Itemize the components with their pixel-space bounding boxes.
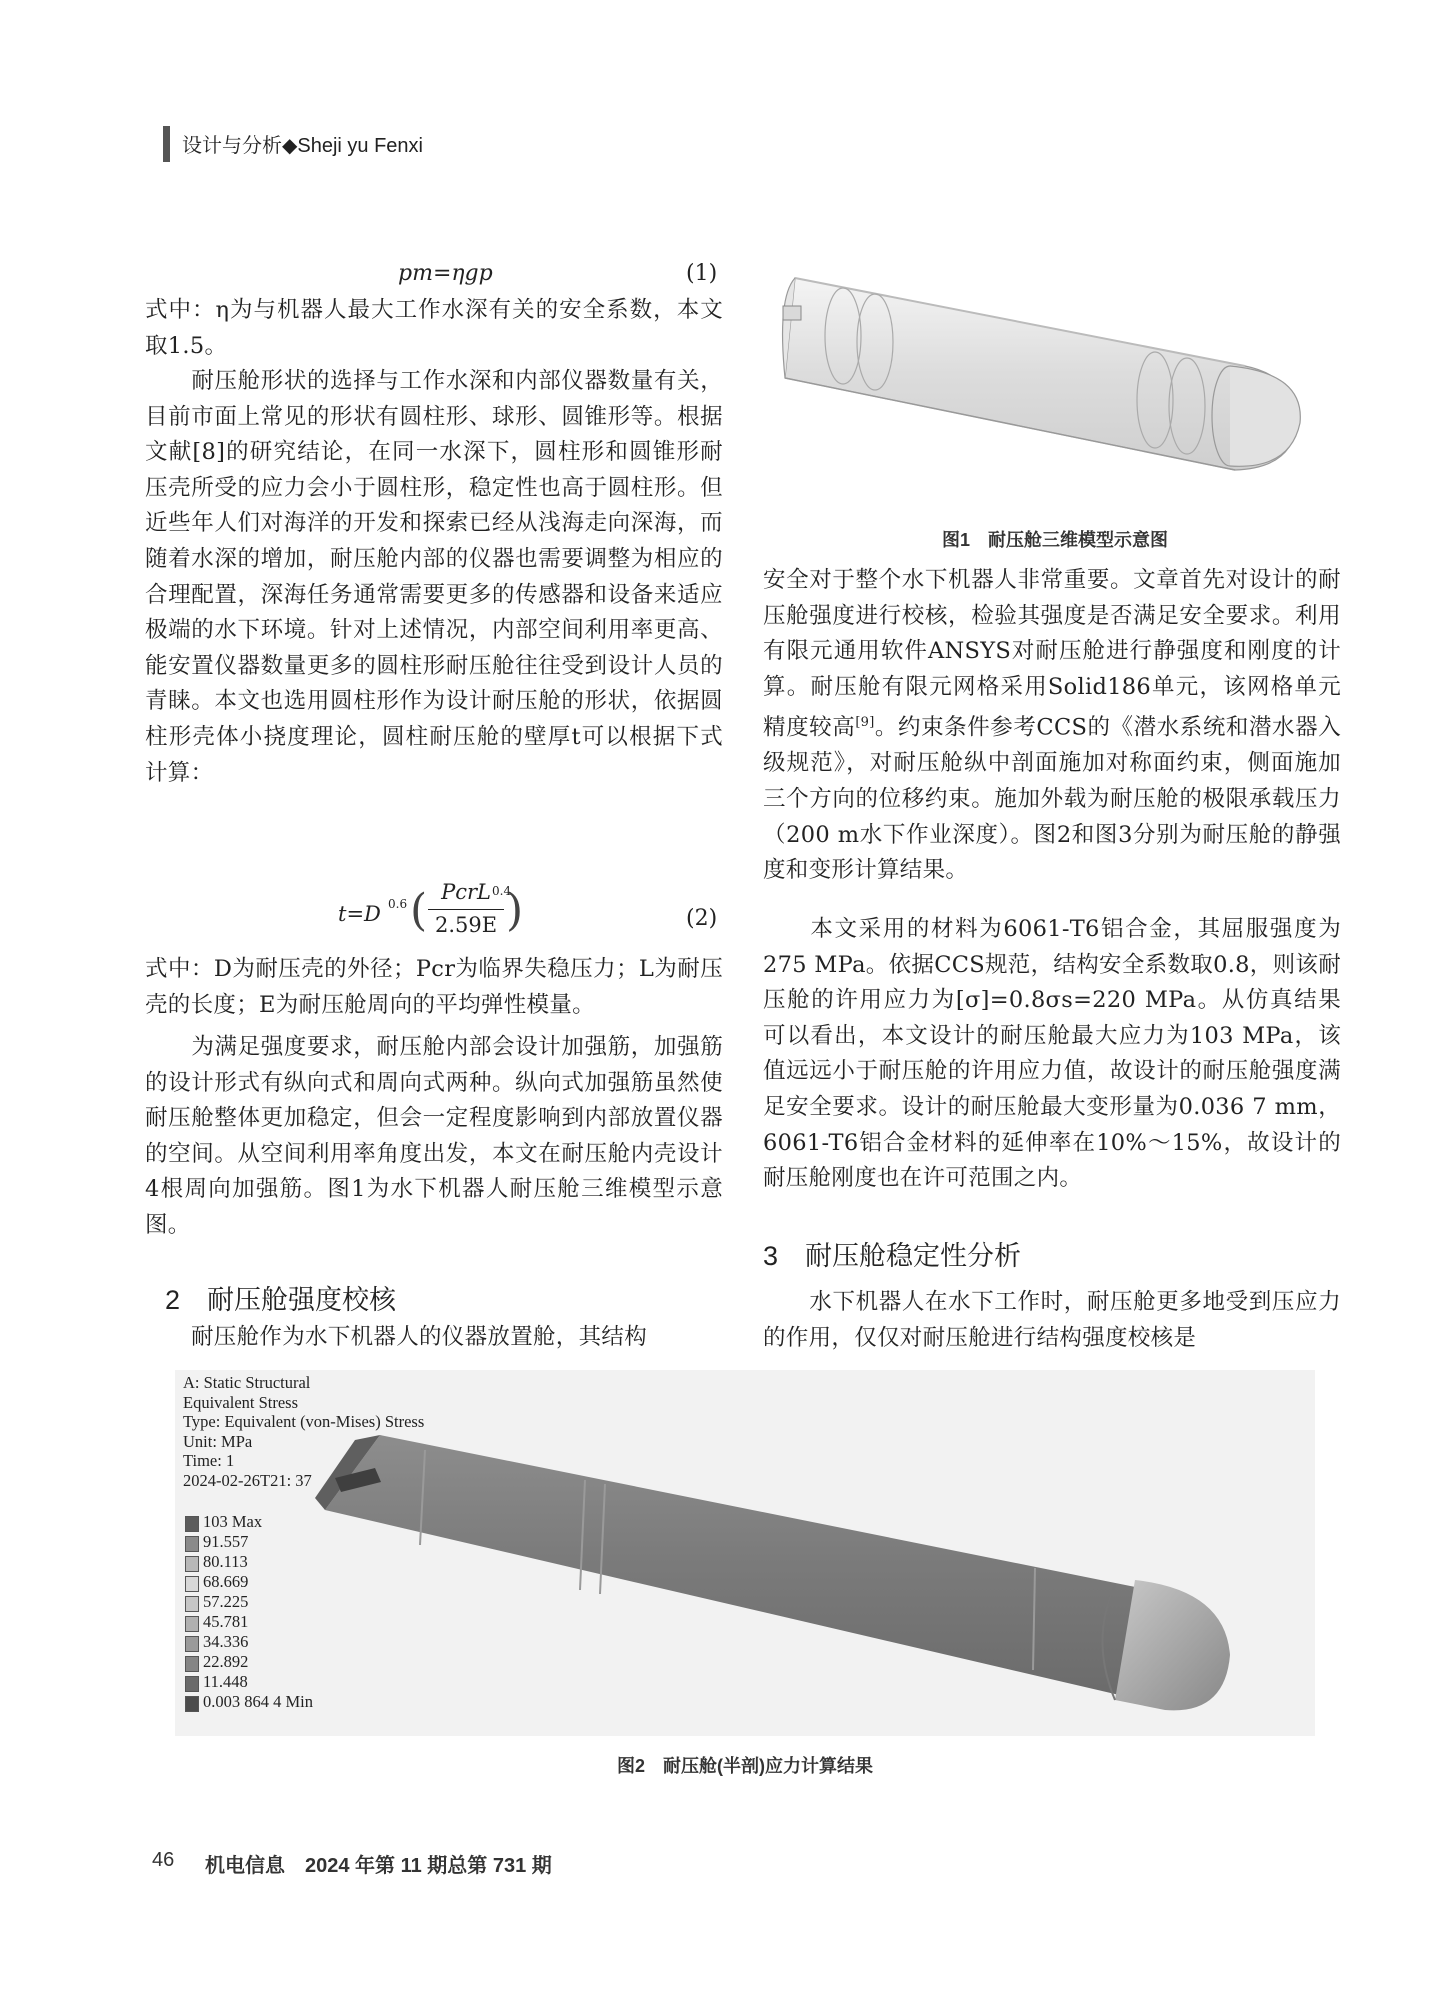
figure-1-image [775,258,1335,508]
eq2-left-paren: ( [410,885,428,936]
fig2-line-date: 2024-02-26T21: 37 [183,1470,312,1490]
legend-label: 22.892 [203,1652,249,1671]
legend-label-max: 103 Max [203,1512,263,1531]
legend-label: 45.781 [203,1612,249,1631]
legend-swatch-2 [185,1536,199,1552]
citation-9: [9] [855,715,875,731]
pressure-hull-3d-model [775,258,1335,508]
section-heading-3: 3 耐压舱稳定性分析 [763,1241,1022,1271]
legend-swatch-3 [185,1556,199,1572]
legend-swatch-4 [185,1576,199,1592]
equation-2 [338,880,524,950]
right-paragraph-3: 水下机器人在水下工作时，耐压舱更多地受到压应力的作用，仅仅对耐压舱进行结构强度校核是 [763,1289,1341,1351]
legend-swatch-8 [185,1656,199,1672]
legend-labels [203,1512,313,1712]
fig2-line-unit: Unit: MPa [183,1431,253,1451]
journal-info: 机电信息 2024 年第 11 期总第 731 期 [205,1855,552,1877]
legend-label: 34.336 [203,1632,249,1651]
legend-swatch-1 [185,1516,199,1532]
eq2-denominator: 2.59E [434,913,498,937]
fig2-legend [185,1512,365,1722]
legend-label: 11.448 [203,1672,248,1691]
left-paragraph-1: 式中：η为与机器人最大工作水深有关的安全系数，本文取1.5。 [145,297,723,359]
legend-label-min: 0.003 864 4 Min [203,1692,314,1711]
eq2-exp1: 0.6 [388,897,408,911]
legend-swatch-5 [185,1596,199,1612]
header-bar [163,126,170,162]
figure-2-panel [175,1370,1315,1736]
figure-2-caption: 图2 耐压舱(半剖)应力计算结果 [617,1756,873,1776]
eq2-numerator: PcrL [441,880,491,904]
eq2-lhs: t=D [338,902,381,926]
equation-1: pm=ηgp [398,261,493,286]
fig2-title-block [183,1373,424,1490]
eq2-fraction-bar [428,909,504,910]
legend-label: 57.225 [203,1592,249,1611]
figure-1-caption: 图1 耐压舱三维模型示意图 [941,530,1168,550]
eq2-right-paren: ) [506,885,524,936]
fig2-line-time: Time: 1 [183,1451,235,1470]
header-section: 设计与分析◆Sheji yu Fenxi [182,135,423,157]
equation-1-number: (1) [686,261,718,286]
section-heading-2: 2 耐压舱强度校核 [165,1285,397,1315]
legend-label: 80.113 [203,1552,248,1571]
fig2-line-result: Equivalent Stress [183,1392,299,1412]
legend-swatch-7 [185,1636,199,1652]
legend-swatch-10 [185,1696,199,1712]
equation-2-number: (2) [686,906,718,931]
legend-label: 68.669 [203,1572,249,1591]
fig2-line-analysis: A: Static Structural [183,1373,311,1392]
left-paragraph-2: 耐压舱形状的选择与工作水深和内部仪器数量有关，目前市面上常见的形状有圆柱形、球形、圆锥形等。根据文献[8]的研究结论，在同一水深下，圆柱形和圆锥形耐压壳所受的应力会小于圆柱形，稳定性也高于圆柱形。但近些年人们对海洋的开发和探索已经从浅海走向深海，而随着水深的增加，耐压舱内部的仪器也需要调整为相应的合理配置，深海任务通常需要更多的传感器和设备来适应极端的水下环境。针对上述情况，内部空间利用率更高、能安置仪器数量更多的圆柱形耐压舱往往受到设计人员的青睐。本文也选用圆柱形作为设计耐压舱的形状，依据圆柱形壳体小挠度理论，圆柱耐压舱的壁厚t可以根据下式计算： [145,368,723,786]
legend-swatch-9 [185,1676,199,1692]
legend-swatch-6 [185,1616,199,1632]
right-paragraph-2: 本文采用的材料为6061-T6铝合金，其屈服强度为275 MPa。依据CCS规范，结构安全系数取0.8，则该耐压舱的许用应力为[σ]=0.8σs=220 MPa。从仿真结果可以看出，本文设计的耐压舱最大应力为103 MPa，该值远远小于耐压舱的许用应力值，故设计的耐压舱强度满足安全要求。设计的耐压舱最大变形量为0.036 7 mm，6061-T6铝合金材料的延伸率在10%～15%，故设计的耐压舱刚度也在许可范围之内。 [763,916,1341,1192]
right-paragraph-1: 安全对于整个水下机器人非常重要。文章首先对设计的耐压舱强度进行校核，检验其强度是否满足安全要求。利用有限元通用软件ANSYS对耐压舱进行静强度和刚度的计算。耐压舱有限元网格采用Solid186单元，该网格单元精度较高[9]。约束条件参考CCS的《潜水系统和潜水器入级规范》，对耐压舱纵中剖面施加对称面约束，侧面施加三个方向的位移约束。施加外载为耐压舱的极限承载压力（200 m水下作业深度）。图2和图3分别为耐压舱的静强度和变形计算结果。 [763,567,1342,884]
fig2-line-type: Type: Equivalent (von-Mises) Stress [183,1412,425,1431]
left-paragraph-3: 式中：D为耐压壳的外径；Pcr为临界失稳压力；L为耐压壳的长度；E为耐压舱周向的平均弹性模量。 [145,956,723,1018]
left-paragraph-4: 为满足强度要求，耐压舱内部会设计加强筋，加强筋的设计形式有纵向式和周向式两种。纵向式加强筋虽然使耐压舱整体更加稳定，但会一定程度影响到内部放置仪器的空间。从空间利用率角度出发，本文在耐压舱内壳设计4根周向加强筋。图1为水下机器人耐压舱三维模型示意图。 [145,1034,723,1238]
left-paragraph-5: 耐压舱作为水下机器人的仪器放置舱，其结构 [191,1324,648,1350]
eq2-exp2: 0.4 [492,884,512,898]
legend-label: 91.557 [203,1532,249,1551]
page-number: 46 [152,1849,175,1871]
